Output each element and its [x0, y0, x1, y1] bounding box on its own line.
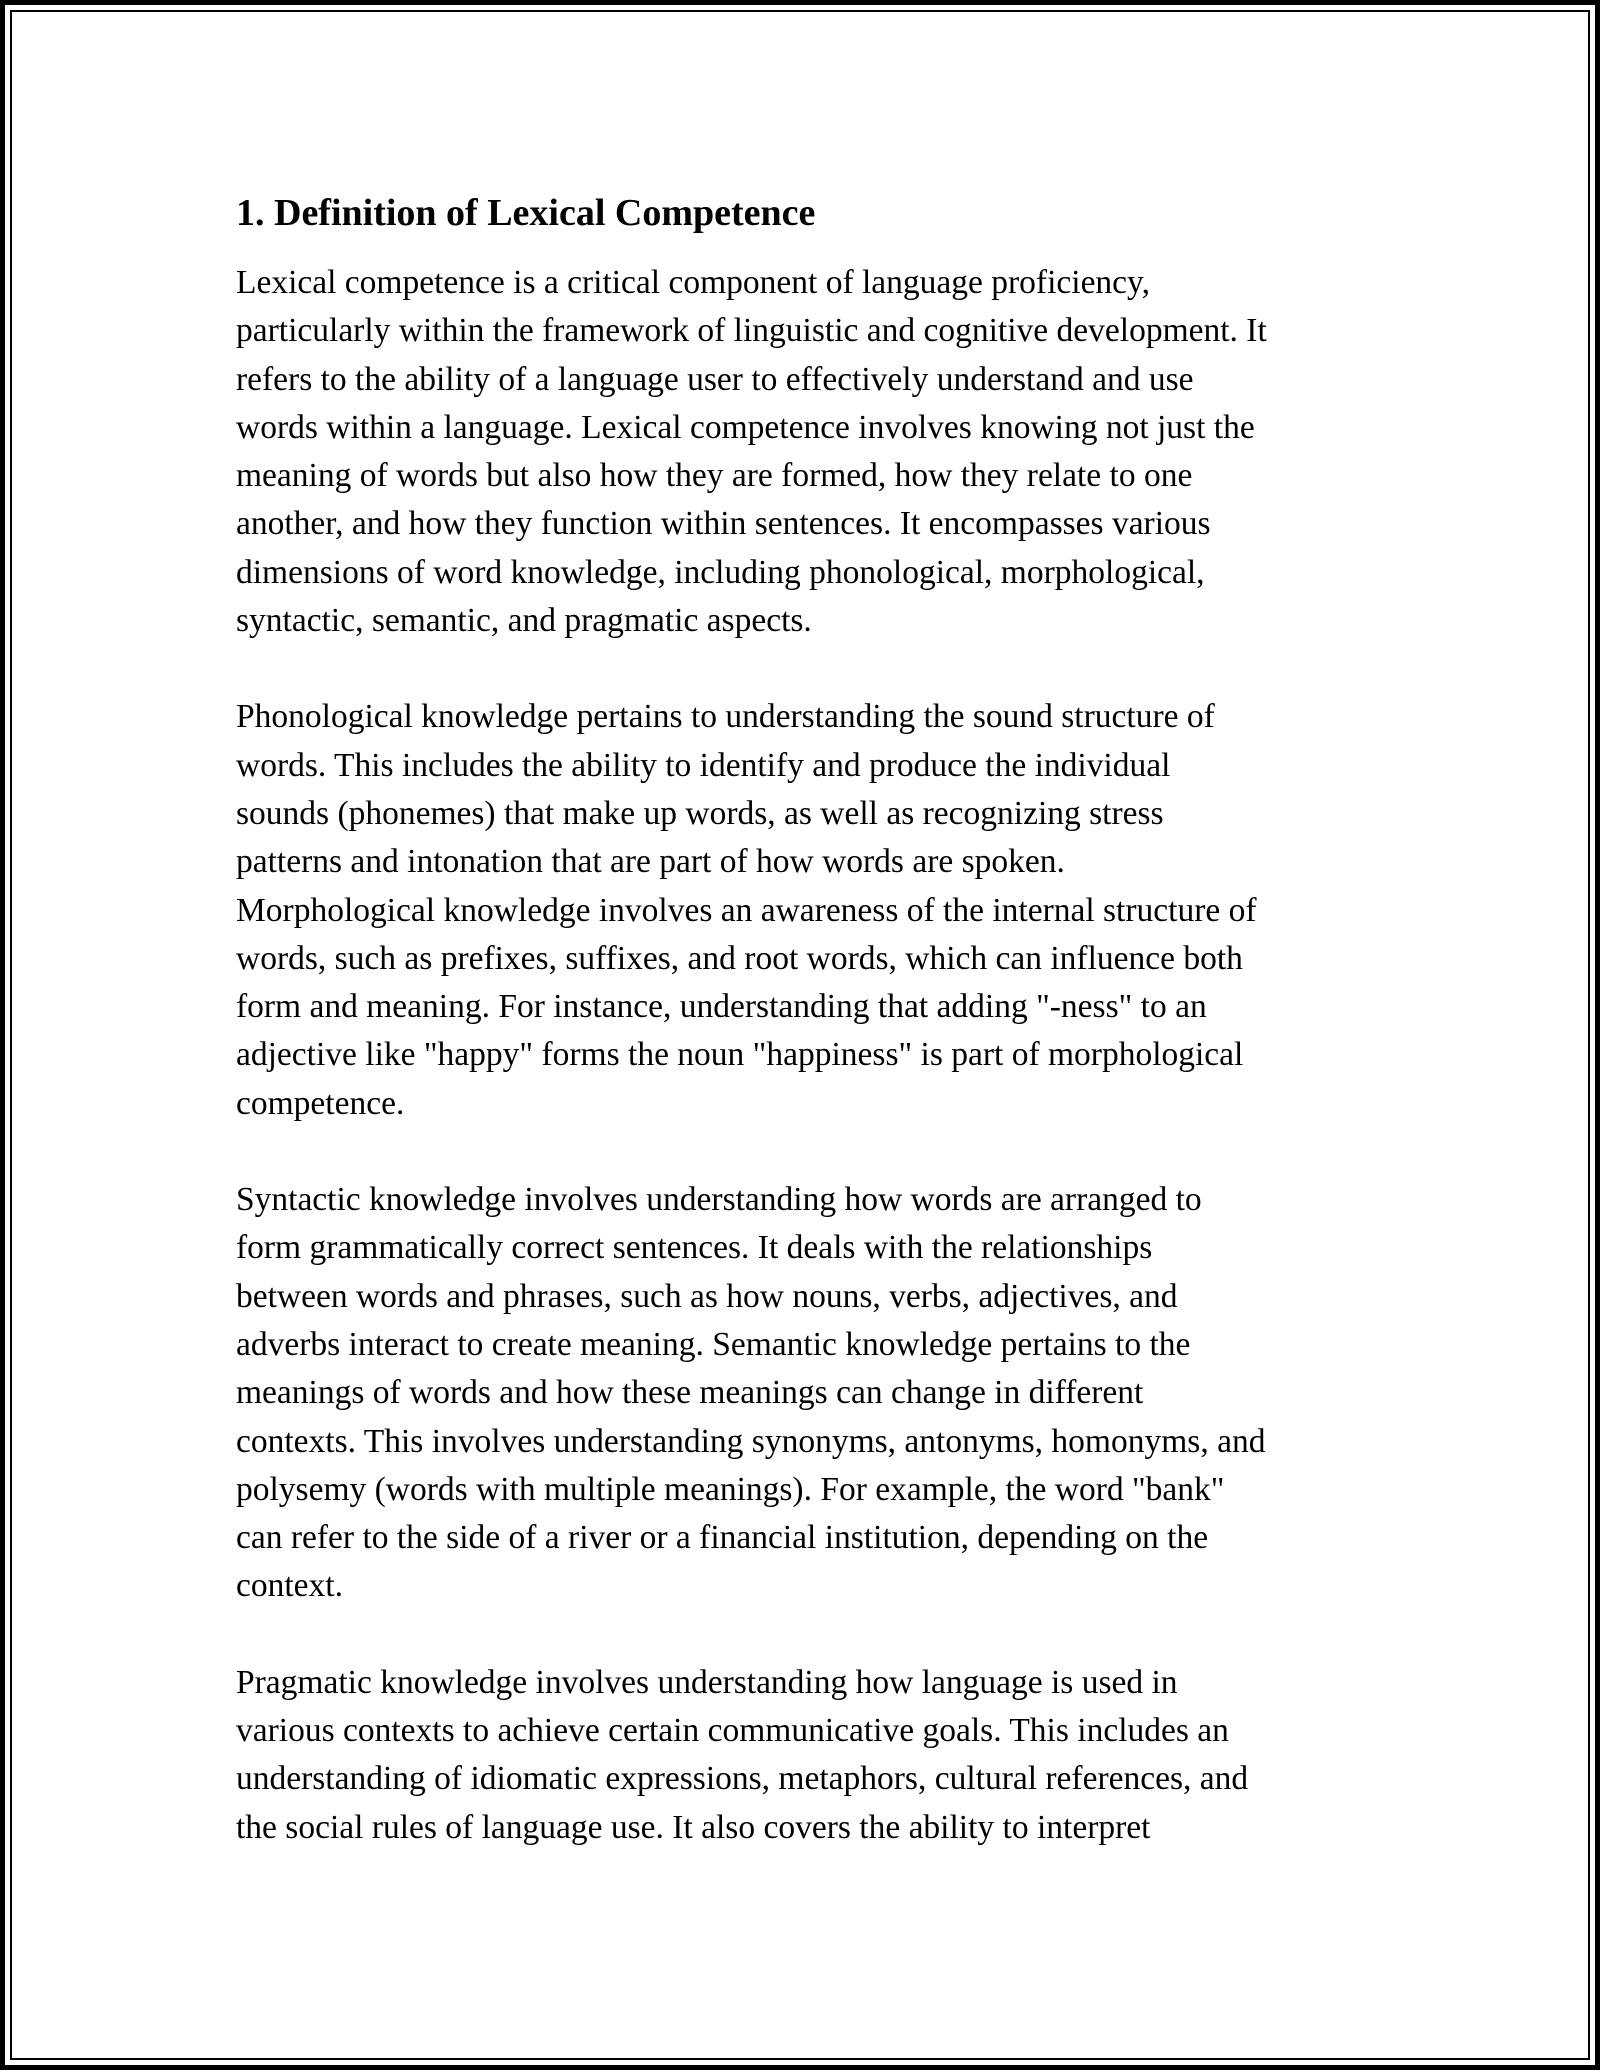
paragraph-syntactic-semantic [236, 1176, 1376, 1611]
text-line: particularly within the framework of linguistic and cognitive development. It [236, 312, 1267, 350]
text-line: Syntactic knowledge involves understanding how words are arranged to [236, 1181, 1202, 1219]
text-line: meanings of words and how these meanings can change in different [236, 1374, 1144, 1412]
text-line: meaning of words but also how they are formed, how they relate to one [236, 457, 1193, 495]
text-line: patterns and intonation that are part of how words are spoken. [236, 843, 1065, 881]
paragraph-pragmatic [236, 1659, 1376, 1852]
text-line: another, and how they function within sentences. It encompasses various [236, 505, 1211, 543]
text-line: syntactic, semantic, and pragmatic aspects. [236, 602, 812, 640]
text-line: words within a language. Lexical competence involves knowing not just the [236, 408, 1255, 446]
text-line: words, such as prefixes, suffixes, and root words, which can influence both [236, 939, 1243, 977]
section-heading: 1. Definition of Lexical Competence [236, 192, 816, 234]
paragraph-phonological-morphological [236, 693, 1376, 1128]
text-line: context. [236, 1567, 343, 1605]
text-line: Morphological knowledge involves an awareness of the internal structure of [236, 891, 1257, 929]
text-line: the social rules of language use. It also covers the ability to interpret [236, 1808, 1151, 1846]
text-line: sounds (phonemes) that make up words, as well as recognizing stress [236, 794, 1164, 832]
text-line: between words and phrases, such as how nouns, verbs, adjectives, and [236, 1277, 1178, 1315]
text-line: dimensions of word knowledge, including phonological, morphological, [236, 553, 1205, 591]
text-line: refers to the ability of a language user to effectively understand and use [236, 360, 1194, 398]
text-line: Pragmatic knowledge involves understanding how language is used in [236, 1663, 1178, 1701]
text-line: adjective like "happy" forms the noun "happiness" is part of morphological [236, 1036, 1244, 1074]
text-line: adverbs interact to create meaning. Semantic knowledge pertains to the [236, 1325, 1191, 1363]
text-line: understanding of idiomatic expressions, metaphors, cultural references, and [236, 1760, 1249, 1798]
text-line: Phonological knowledge pertains to understanding the sound structure of [236, 698, 1215, 736]
text-line: polysemy (words with multiple meanings). For example, the word "bank" [236, 1470, 1225, 1508]
text-line: form grammatically correct sentences. It deals with the relationships [236, 1229, 1153, 1267]
text-line: contexts. This involves understanding synonyms, antonyms, homonyms, and [236, 1422, 1266, 1460]
text-line: Lexical competence is a critical component of language proficiency, [236, 264, 1151, 301]
paragraph-definition [236, 259, 1376, 645]
text-line: competence. [236, 1084, 405, 1122]
text-line: various contexts to achieve certain communicative goals. This includes an [236, 1712, 1229, 1750]
text-line: words. This includes the ability to identify and produce the individual [236, 746, 1171, 784]
text-line: form and meaning. For instance, understanding that adding "-ness" to an [236, 988, 1207, 1026]
text-line: can refer to the side of a river or a financial institution, depending on the [236, 1519, 1209, 1557]
document-body [236, 187, 1376, 1900]
